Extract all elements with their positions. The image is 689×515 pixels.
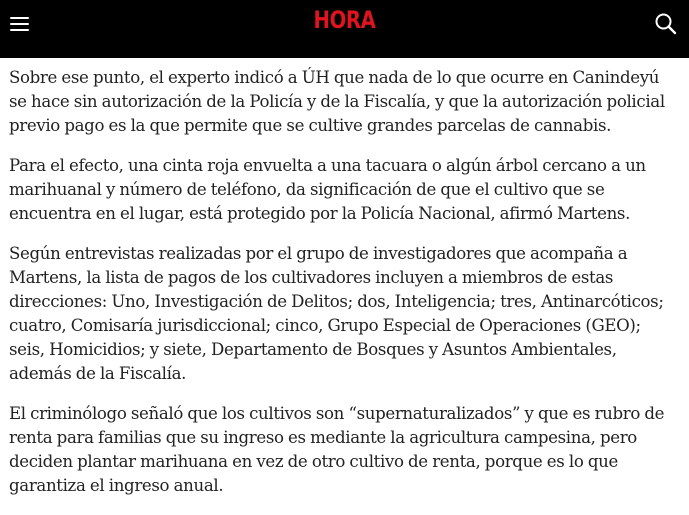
article-paragraph: Según entrevistas realizadas por el grupo de investigadores que acompaña a Martens, la lista de pagos de los cultivadores incluyen a miembros de estas direcciones: Uno, Investigación de Delitos; dos, Inteligencia; tres, Antinarcóticos; cuatro, Comisaría jurisdiccional; cinco, Grupo Especial de Operaciones (GEO); seis, Homicidios; y siete, Departamento de Bosques y Asuntos Ambientales, además de la Fiscalía. (9, 244, 664, 383)
search-icon-graphic (654, 12, 678, 36)
site-logo[interactable]: HORA (313, 6, 376, 34)
article-body (9, 66, 679, 514)
search-icon[interactable] (654, 12, 678, 36)
menu-line (10, 17, 29, 19)
menu-line (10, 29, 29, 31)
article-paragraph: Sobre ese punto, el experto indicó a ÚH que nada de lo que ocurre en Canindeyú se hace sin autorización de la Policía y de la Fiscalía, y que la autorización policial previo pago es la que permite que se cultive grandes parcelas de cannabis. (9, 68, 665, 135)
top-navigation-bar (0, 0, 689, 58)
article-paragraph: El criminólogo señaló que los cultivos son “supernaturalizados” y que es rubro de renta para familias que su ingreso es mediante la agricultura campesina, pero deciden plantar marihuana en vez de otro cultivo de renta, porque es lo que garantiza el ingreso anual. (9, 404, 665, 495)
article-paragraph: Para el efecto, una cinta roja envuelta a una tacuara o algún árbol cercano a un marihuanal y número de teléfono, da significación de que el cultivo que se encuentra en el lugar, está protegido por la Policía Nacional, afirmó Martens. (9, 156, 646, 223)
menu-line (10, 23, 29, 25)
hamburger-menu-icon[interactable] (9, 14, 31, 36)
